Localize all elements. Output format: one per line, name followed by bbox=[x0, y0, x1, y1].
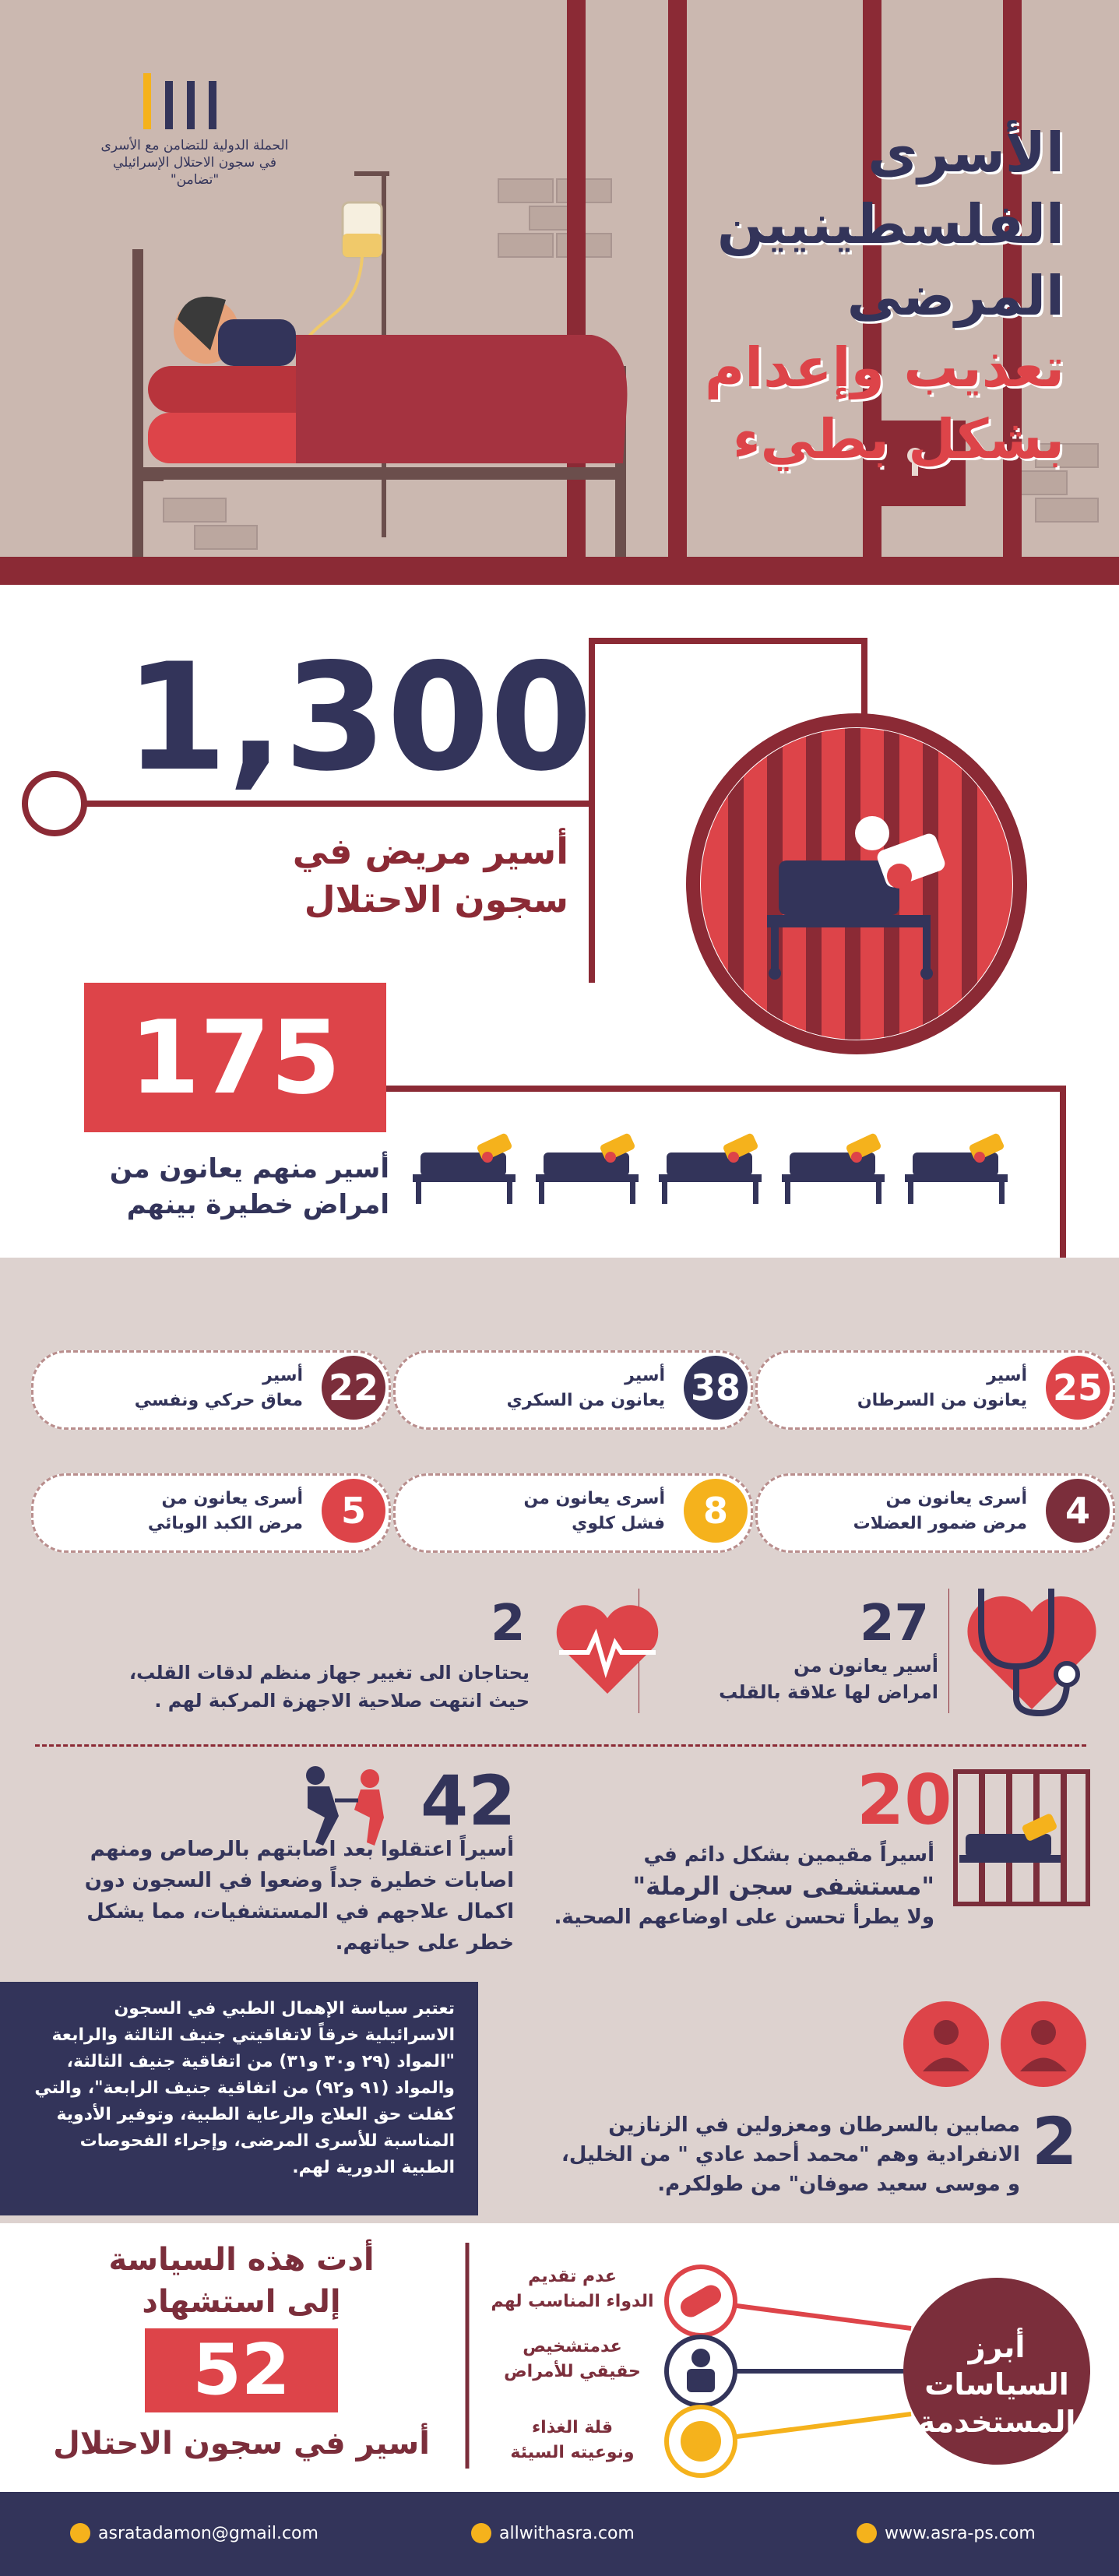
label-line: أسير مريض في bbox=[292, 830, 568, 872]
label-line: اكمال علاجهم في المستشفيات، مما يشكل bbox=[86, 1900, 514, 1923]
label-line: امراض خطيرة بينهم bbox=[126, 1189, 389, 1220]
org-name-line: الحملة الدولية للتضامن مع الأسرى bbox=[100, 138, 289, 153]
label-line: أبرز السياسات bbox=[924, 2330, 1069, 2402]
isolated-number: 2 bbox=[1032, 2103, 1078, 2180]
label-line: المستخدمة bbox=[917, 2405, 1076, 2439]
label-line: عدمتشخيص bbox=[523, 2337, 622, 2356]
email-icon bbox=[70, 2523, 90, 2543]
policies-title bbox=[896, 2328, 1098, 2441]
label-line: مرض الكبد الوبائي bbox=[147, 1514, 303, 1533]
total-patients-label bbox=[241, 827, 568, 924]
footer-social[interactable] bbox=[471, 2523, 635, 2543]
divider bbox=[948, 1589, 949, 1713]
label-line: قلة الغذاء bbox=[531, 2418, 614, 2437]
label-line: الاسرائيلية خرقاً لاتفاقيتي جنيف الثالثة والرابعة bbox=[51, 2025, 455, 2045]
title-line-4: بشكل بطيء bbox=[732, 407, 1064, 471]
dashed-divider bbox=[35, 1744, 1086, 1747]
title-line-3: تعذيب وإعدام bbox=[704, 336, 1064, 399]
disease-card-diabetes bbox=[393, 1350, 753, 1430]
header-floor bbox=[0, 557, 1119, 585]
label-line: أسيراً مقيمين بشكل دائم في bbox=[643, 1843, 934, 1867]
label-line: أسرى يعانون من bbox=[161, 1489, 303, 1508]
header-illustration bbox=[0, 0, 1119, 561]
footer-email-text[interactable]: asratadamon@gmail.com bbox=[98, 2523, 318, 2543]
cell-bed-icon bbox=[952, 1768, 1092, 1908]
disease-count: 4 bbox=[1046, 1479, 1110, 1543]
negligence-box bbox=[0, 1982, 478, 2215]
disease-card-cancer bbox=[755, 1350, 1115, 1430]
disease-count: 22 bbox=[322, 1356, 385, 1420]
org-name-line: في سجون الاحتلال الإسرائيلي bbox=[113, 155, 276, 171]
footer bbox=[0, 2492, 1119, 2576]
disease-card-kidney bbox=[393, 1473, 753, 1553]
heartbeat-icon bbox=[553, 1604, 662, 1698]
total-patients-number: 1,300 bbox=[125, 632, 593, 804]
label-line: عدم تقديم bbox=[528, 2267, 617, 2286]
label-line: أسير منهم يعانون من bbox=[109, 1153, 389, 1184]
pacemaker-label bbox=[47, 1659, 530, 1715]
org-name bbox=[86, 137, 304, 188]
disease-label bbox=[416, 1487, 665, 1536]
label-line: "المواد (٢٩ و٣٠ و٣١) من اتفاقية جنيف الثالثة، bbox=[66, 2052, 455, 2071]
disease-count: 38 bbox=[684, 1356, 748, 1420]
martyrs-number: 52 bbox=[145, 2328, 338, 2412]
footer-email[interactable] bbox=[70, 2523, 318, 2543]
title-line-1: الأسرى الفلسطينيين bbox=[717, 121, 1064, 256]
disease-label bbox=[54, 1487, 303, 1536]
facebook-icon bbox=[471, 2523, 491, 2543]
shot-number: 42 bbox=[421, 1761, 516, 1841]
pacemaker-number: 2 bbox=[491, 1595, 526, 1652]
label-line: أسيراً اعتقلوا بعد اصابتهم بالرصاص ومنهم bbox=[90, 1838, 514, 1861]
stethoscope-heart-icon bbox=[958, 1581, 1106, 1721]
label-line: امراض لها علاقة بالقلب bbox=[719, 1681, 938, 1703]
ramla-label bbox=[530, 1839, 934, 1933]
disease-card-disabled bbox=[31, 1350, 391, 1430]
disease-card-hepatitis bbox=[31, 1473, 391, 1553]
disease-count: 25 bbox=[1046, 1356, 1110, 1420]
label-line: أسرى يعانون من bbox=[523, 1489, 665, 1508]
label-line: تعتبر سياسة الإهمال الطبي في السجون bbox=[114, 1999, 455, 2018]
label-line: أسير bbox=[262, 1366, 303, 1385]
disease-label bbox=[778, 1364, 1027, 1413]
label-line: والمواد (٩١ و٩٢) من اتفاقية جنيف الرابعة"، والتي bbox=[34, 2078, 455, 2098]
label-line: مصابين بالسرطان ومعزولين في الزنازين bbox=[608, 2113, 1020, 2137]
patient-beds-row bbox=[413, 1121, 1020, 1215]
label-line: حيث انتهت صلاحية الاجهزة المركبة لهم . bbox=[154, 1690, 530, 1712]
label-line: أسرى يعانون من bbox=[885, 1489, 1027, 1508]
title-line-2: المرضى bbox=[846, 264, 1064, 328]
disease-label bbox=[778, 1487, 1027, 1536]
label-line: كفلت حق العلاج والرعاية الطبية، وتوفير الأدوية bbox=[56, 2105, 455, 2124]
label-line: مرض ضمور العضلات bbox=[853, 1514, 1027, 1533]
label-line: ولا يطرأ تحسن على اوضاعهم الصحية. bbox=[554, 1906, 934, 1929]
label-line: و موسى سعيد صوفان" من طولكرم. bbox=[657, 2173, 1020, 2196]
label-line: معاق حركي ونفسي bbox=[134, 1391, 303, 1410]
label-line: يعانون من السكري bbox=[506, 1391, 665, 1410]
label-line: الطبية الدورية لهم. bbox=[292, 2158, 455, 2177]
shot-label bbox=[47, 1834, 514, 1958]
globe-icon bbox=[857, 2523, 877, 2543]
logo bbox=[140, 70, 241, 132]
label-line: أسير bbox=[625, 1366, 665, 1385]
label-line: أدت هذه السياسة bbox=[108, 2242, 375, 2278]
disease-label bbox=[54, 1364, 303, 1413]
label-line: "مستشفى سجن الرملة" bbox=[632, 1871, 934, 1901]
label-line: المناسبة للأسرى المرضى، وإجراء الفحوصات bbox=[79, 2131, 455, 2151]
disease-count: 8 bbox=[684, 1479, 748, 1543]
label-line: اصابات خطيرة جداً وضعوا في السجون دون bbox=[84, 1869, 514, 1892]
label-line: خطر على حياتهم. bbox=[335, 1931, 514, 1955]
label-line: يحتاجان الى تغيير جهاز منظم لدقات القلب، bbox=[128, 1662, 530, 1684]
ramla-number: 20 bbox=[857, 1760, 952, 1840]
serious-patients-number: 175 bbox=[84, 983, 386, 1132]
org-name-line: "تضامن" bbox=[170, 172, 220, 188]
label-line: سجون الاحتلال bbox=[304, 878, 568, 920]
label-line: يعانون من السرطان bbox=[857, 1391, 1027, 1410]
heart-patients-number: 27 bbox=[860, 1595, 930, 1652]
heart-patients-label bbox=[677, 1652, 938, 1705]
policy-item-food bbox=[483, 2416, 662, 2465]
martyrs-heading bbox=[47, 2239, 436, 2323]
page-title bbox=[504, 117, 1064, 475]
serious-patients-label bbox=[62, 1151, 389, 1223]
footer-website[interactable] bbox=[857, 2523, 1036, 2543]
footer-social-text[interactable]: allwithasra.com bbox=[499, 2523, 635, 2543]
martyrs-label: أسير في سجون الاحتلال bbox=[53, 2426, 430, 2462]
label-line: أسير يعانون من bbox=[794, 1655, 938, 1677]
label-line: الدواء المناسب لهم bbox=[491, 2292, 654, 2311]
isolated-prisoners-icon bbox=[903, 2001, 1090, 2095]
label-line: فشل كلوي bbox=[572, 1514, 665, 1533]
disease-label bbox=[416, 1364, 665, 1413]
disease-count: 5 bbox=[322, 1479, 385, 1543]
label-line: أسير bbox=[987, 1366, 1027, 1385]
isolated-label bbox=[537, 2110, 1020, 2199]
footer-website-text[interactable]: www.asra-ps.com bbox=[885, 2523, 1036, 2543]
label-line: حقيقي للأمراض bbox=[504, 2362, 641, 2381]
label-line: الانفرادية وهم "محمد أحمد عادي " من الخليل، bbox=[561, 2143, 1020, 2166]
label-line: إلى استشهاد bbox=[142, 2284, 341, 2320]
policy-item-diagnosis bbox=[483, 2335, 662, 2384]
policy-item-medication bbox=[483, 2265, 662, 2314]
disease-card-muscular bbox=[755, 1473, 1115, 1553]
label-line: ونوعيته السيئة bbox=[510, 2443, 635, 2462]
